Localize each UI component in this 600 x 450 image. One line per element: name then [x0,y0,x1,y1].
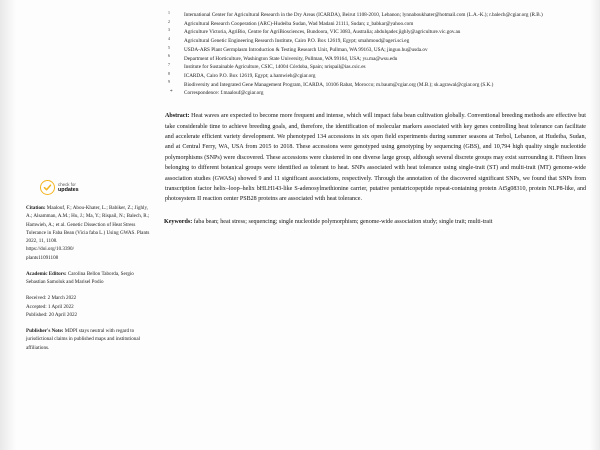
correspondence-marker: * [170,89,173,96]
affiliation-text: ICARDA, Cairo P.O. Box 12619, Egypt; a.hamwieh@cgiar.org [184,72,316,79]
date-published: Published: 20 April 2022 [26,311,78,318]
affiliation-marker: 1 [168,10,170,15]
affiliation-text: Department of Horticulture, Washington State University, Pullman, WA 99164, USA; yu.ma@wsu.edu [184,55,398,62]
citation-block [26,204,150,262]
affiliation-text: Institute for Sustainable Agriculture, CSIC, 14004 Córdoba, Spain; nrispail@ias.csic.es [184,64,366,71]
crossmark-line-1: check for [58,181,76,187]
crossmark-label [58,182,79,194]
abstract-section [164,111,586,227]
affiliation-item [164,82,586,90]
date-accepted: Accepted: 1 April 2022 [26,303,74,310]
publisher-note-text: MDPI stays neutral with regard to jurisdictional claims in published maps and institutional affiliations. [26,328,141,351]
sidebar [6,4,158,450]
academic-editors-label: Academic Editors: [26,270,67,277]
affiliation-marker: 2 [168,19,170,24]
affiliation-text: USDA-ARS Plant Germplasm Introduction & Testing Research Unit, Pullman, WA 99163, USA; jinguo.hu@usda.ov [184,46,428,53]
correspondence-item [164,90,586,98]
date-received: Received: 2 March 2022 [26,295,77,302]
affiliation-marker: 9 [168,80,170,85]
keywords-label: Keywords: [164,218,193,225]
affiliation-item [164,38,586,46]
affiliation-text: Agricultural Research Cooperation (ARC)-Hudeiba Sudan, Wad Madani 21111, Sudan; z_babkar@yahoo.com [184,20,414,27]
crossmark-line-2: updates [58,186,79,193]
publisher-note-block [26,327,150,352]
abstract-paragraph [164,111,586,205]
affiliation-text: Agriculture Victoria, AgriBio, Centre for AgriBiosciences, Bundoora, VIC 3083, Australia; abdulqader.jighly@agriculture.vic.gov.au [184,29,461,36]
keywords-paragraph [164,217,586,227]
affiliation-text: International Center for Agricultural Research in the Dry Areas (ICARDA), Beirut 1108-2010, Lebanon; lynnaboukhater@hotmail.com (L.A.-K.); r.balech@cgiar.org (R.B.) [184,12,543,18]
crossmark-badge-group[interactable] [40,180,150,195]
academic-editors-text: Carolina Bellon Taborda, Sergio Sebastian Samoluk and Marisel Podio [26,270,134,285]
affiliations-list [164,12,586,98]
affiliation-item [164,12,586,20]
main-column [158,4,594,450]
affiliation-marker: 8 [168,71,170,76]
citation-doi-line-2[interactable]: plants11091108 [26,254,59,261]
check-circle-icon [40,180,55,195]
abstract-label: Abstract: [165,113,190,120]
affiliation-marker: 5 [168,45,170,50]
citation-text: Maalouf, F.; Abou-Khater, L.; Babiker, Z.; Jighly, A.; Alsamman, A.M.; Hu, J.; Ma, Y.; Rispail, N.; Balech, R.; Hamwieh, A.; et al. Genetic Dissection of Heat Stress Tolerance in Faba Bean (Vicia faba L.) Using GWAS. Plants 2022, 11, 1108. [26,205,150,244]
citation-doi-line-1[interactable]: https://doi.org/10.3390/ [26,246,75,253]
citation-label: Citation: [26,205,46,211]
affiliation-item [164,73,586,81]
affiliation-item [164,56,586,64]
affiliation-marker: 3 [168,28,170,33]
keywords-body: faba bean; heat stress; sequencing; single nucleotide polymorphism; genome-wide association study; single trait; multi-trait [192,218,493,225]
academic-editors-block [26,270,150,287]
affiliation-text: Agricultural Genetic Engineering Research Institute, Cairo P.O. Box 12619, Egypt; smahmoud@ageri.sci.eg [184,38,410,45]
affiliation-item [164,64,586,72]
abstract-body: Heat waves are expected to become more frequent and intense, which will impact faba bean cultivation globally. Conventional breeding methods are effective but take considerable time to achieve breeding goals, and, therefore, the identification of molecular markers associated with key genes controlling heat tolerance can facilitate and accelerate efficient variety development. We phenotyped 134 accessions in six open field experiments during summer seasons at Terbol, Lebanon, at Hudeiba, Sudan, and at Central Ferry, WA, USA from 2015 to 2018. These accessions were genotyped using genotyping by sequencing (GBS), and 10,794 high quality single nucleotide polymorphisms (SNPs) were discovered. These accessions were clustered in one diverse large group, although several discrete groups may exist surrounding it. Fifteen lines belonging to different botanical groups were identified as tolerant to heat. SNPs associated with heat tolerance using single-trait (ST) and multi-trait (MT) genome-wide association studies (GWASs) showed 9 and 11 significant associations, respectively. Through the annotation of the discovered significant SNPs, we found that SNPs from transcription factor helix–loop–helix bHLH143-like S-adenosylmethionine carrier, putative pentatricopeptide repeat-containing protein At5g08310, protein NLP8-like, and photosystem II reaction center PSB28 proteins are associated with heat tolerance. [165,113,586,203]
affiliation-marker: 4 [168,36,170,41]
affiliation-item [164,29,586,37]
publisher-note-label: Publisher's Note: [26,328,64,334]
affiliation-text: Biodiversity and Integrated Gene Management Program, ICARDA, 10106 Rabat, Morocco; m.baum@cgiar.org (M.B.); sk.agrawal@cgiar.org (S.K.) [184,81,494,88]
affiliation-item [164,21,586,29]
affiliation-marker: 6 [168,54,170,59]
correspondence-text: Correspondence: f.maalouf@cgiar.org [184,90,264,97]
publication-dates-block [26,294,150,319]
affiliation-item [164,47,586,55]
affiliation-marker: 7 [168,63,170,68]
